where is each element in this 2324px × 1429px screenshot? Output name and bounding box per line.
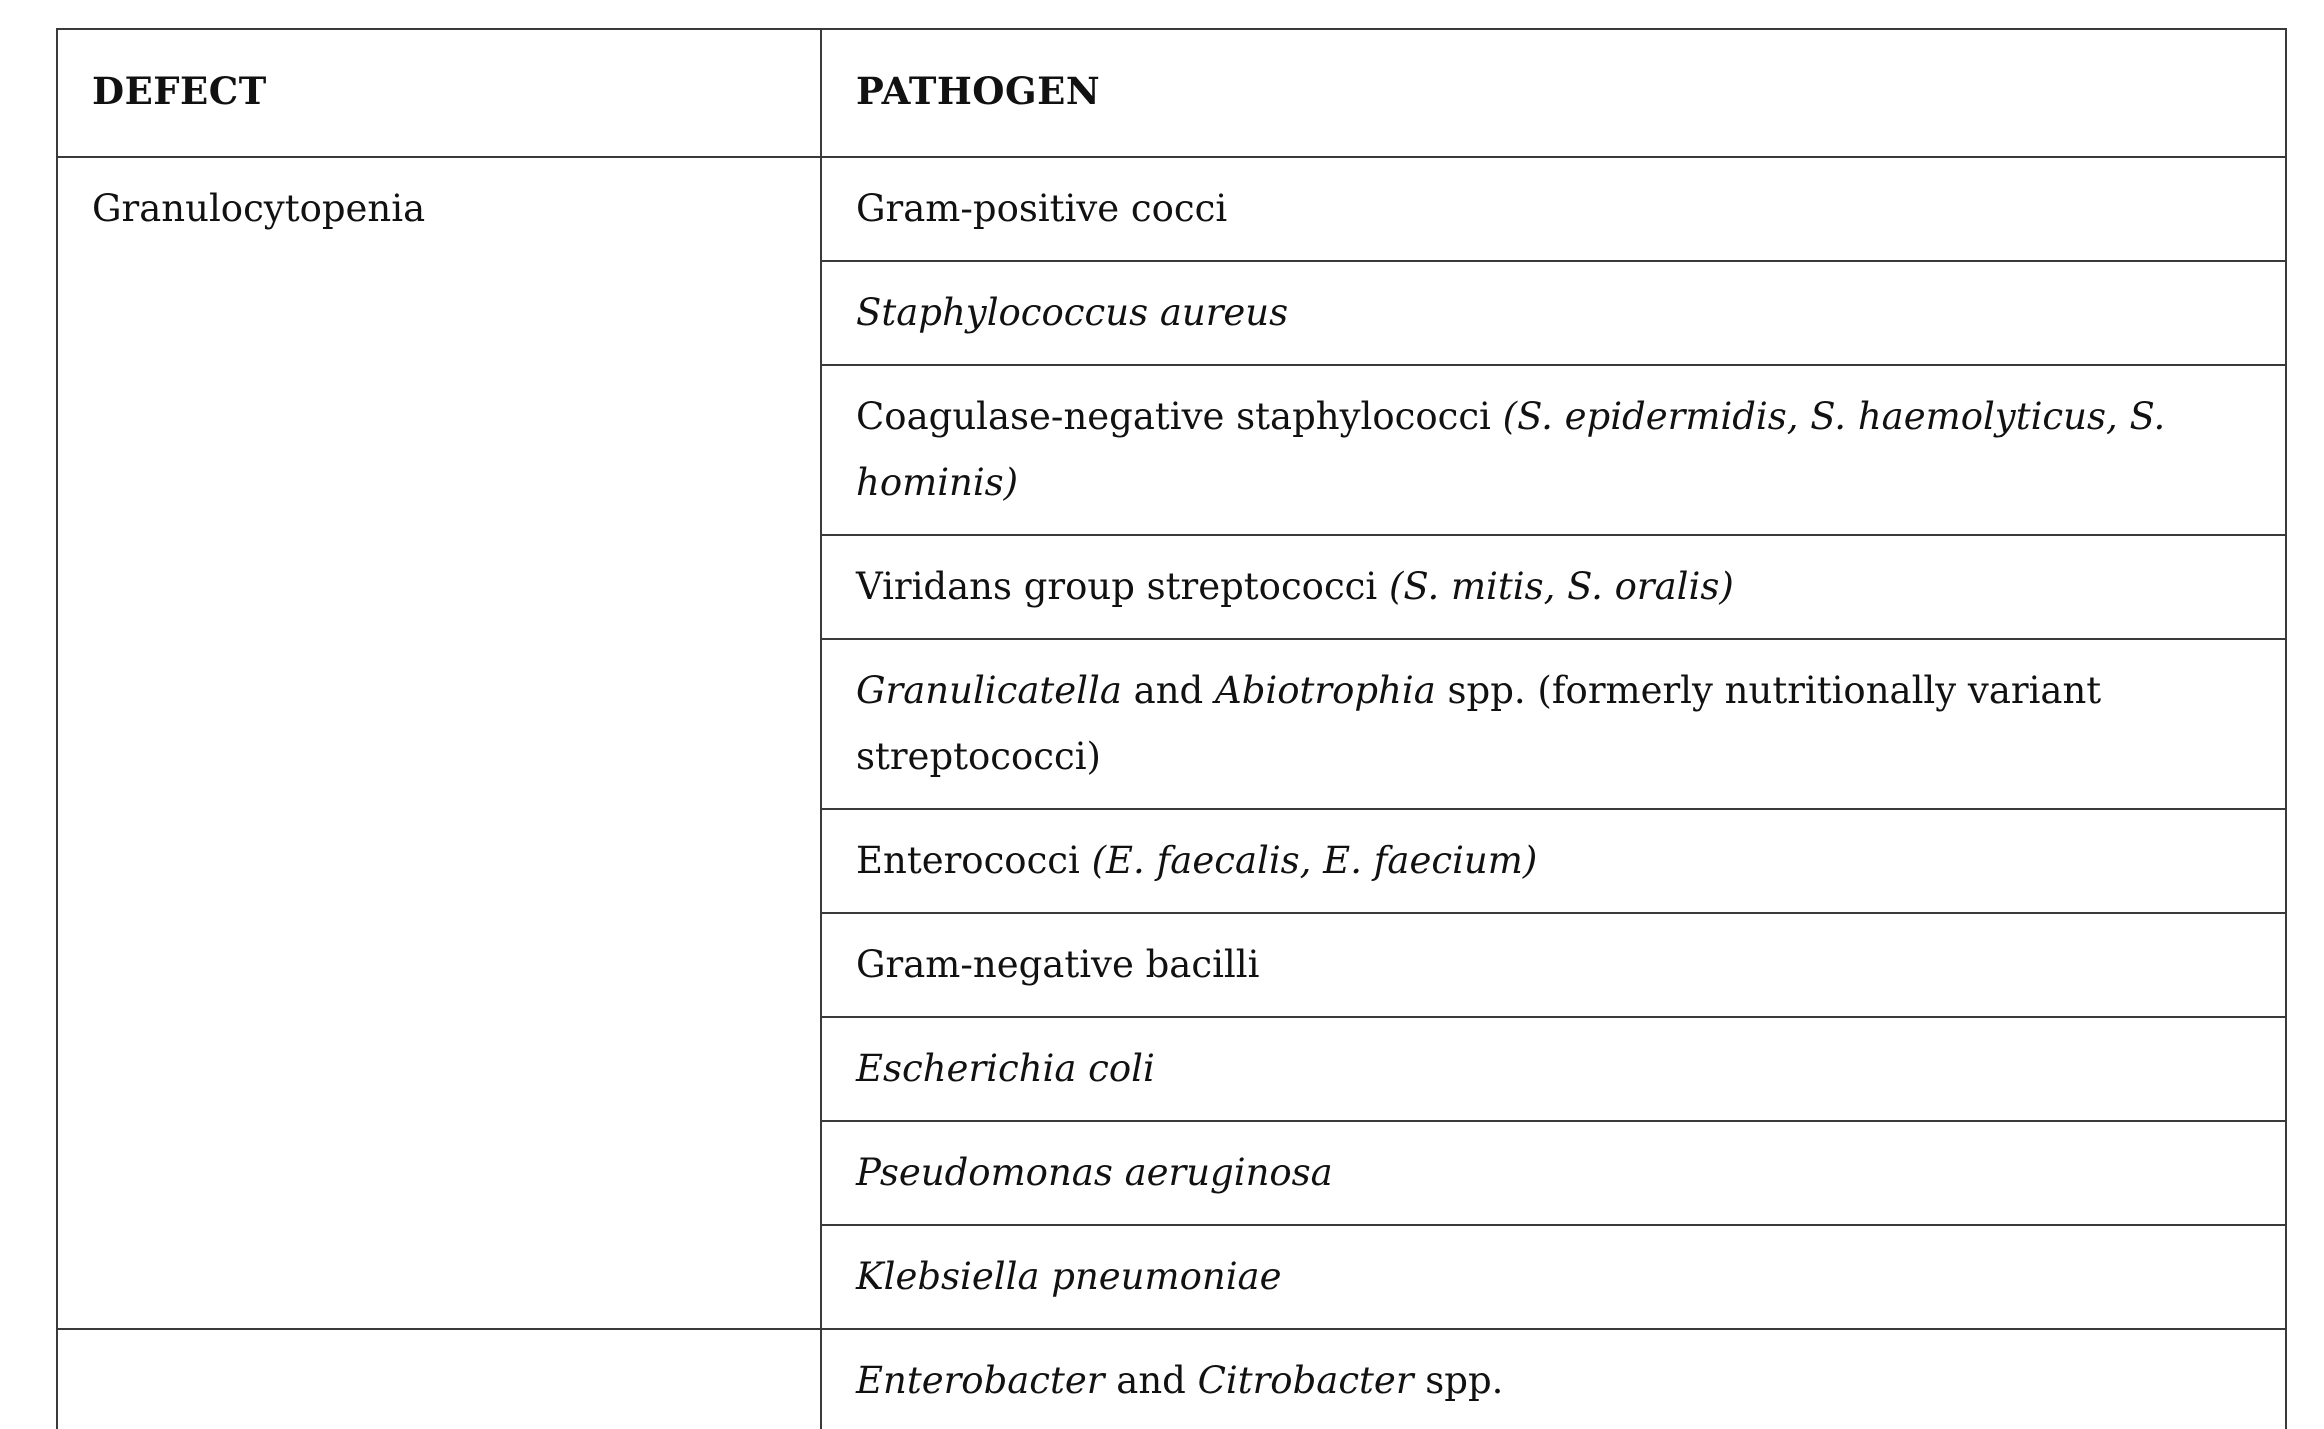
table-row bbox=[57, 157, 2286, 261]
pathogen-cell bbox=[821, 157, 2286, 261]
table-header bbox=[57, 29, 2286, 157]
defect-cell: Granulocytopenia bbox=[57, 157, 821, 1329]
pathogen-text: Enterococci bbox=[856, 839, 1092, 882]
defect-pathogen-table bbox=[56, 28, 2287, 1429]
pathogen-cell bbox=[821, 365, 2286, 535]
pathogen-name-italic: Escherichia coli bbox=[856, 1047, 1155, 1090]
pathogen-name-italic: Granulicatella bbox=[856, 669, 1122, 712]
pathogen-text: Gram-negative bacilli bbox=[856, 943, 1260, 986]
table-row bbox=[57, 1329, 2286, 1429]
pathogen-cell bbox=[821, 535, 2286, 639]
pathogen-name-italic: (S. epidermidis, S. haemolyticus, S. hominis) bbox=[856, 395, 2166, 504]
pathogen-name-italic: Enterobacter bbox=[856, 1359, 1105, 1402]
pathogen-name-italic: (S. mitis, S. oralis) bbox=[1388, 565, 1734, 608]
pathogen-name-italic: Citrobacter bbox=[1197, 1359, 1414, 1402]
pathogen-text: Coagulase-negative staphylococci bbox=[856, 395, 1503, 438]
defect-cell bbox=[57, 1329, 821, 1429]
pathogen-cell bbox=[821, 1225, 2286, 1329]
pathogen-text: and bbox=[1104, 1359, 1198, 1402]
pathogen-cell bbox=[821, 1329, 2286, 1429]
pathogen-name-italic: Klebsiella pneumoniae bbox=[856, 1255, 1282, 1298]
pathogen-cell bbox=[821, 639, 2286, 809]
pathogen-name-italic: Pseudomonas aeruginosa bbox=[856, 1151, 1333, 1194]
pathogen-text: spp. bbox=[1413, 1359, 1504, 1402]
pathogen-name-italic: Staphylococcus aureus bbox=[856, 291, 1289, 334]
pathogen-text: spp. (formerly nutritionally variant streptococci) bbox=[856, 669, 2102, 778]
pathogen-cell bbox=[821, 1121, 2286, 1225]
pathogen-text: and bbox=[1121, 669, 1216, 712]
header-row bbox=[57, 29, 2286, 157]
pathogen-cell bbox=[821, 1017, 2286, 1121]
pathogen-name-italic: (E. faecalis, E. faecium) bbox=[1091, 839, 1538, 882]
pathogen-cell bbox=[821, 261, 2286, 365]
pathogen-cell bbox=[821, 809, 2286, 913]
pathogen-text: Gram-positive cocci bbox=[856, 187, 1228, 230]
pathogen-text: Viridans group streptococci bbox=[856, 565, 1389, 608]
column-header-defect: DEFECT bbox=[57, 29, 821, 157]
pathogen-cell bbox=[821, 913, 2286, 1017]
column-header-pathogen: PATHOGEN bbox=[821, 29, 2286, 157]
pathogen-name-italic: Abiotrophia bbox=[1215, 669, 1436, 712]
table-body bbox=[57, 157, 2286, 1429]
